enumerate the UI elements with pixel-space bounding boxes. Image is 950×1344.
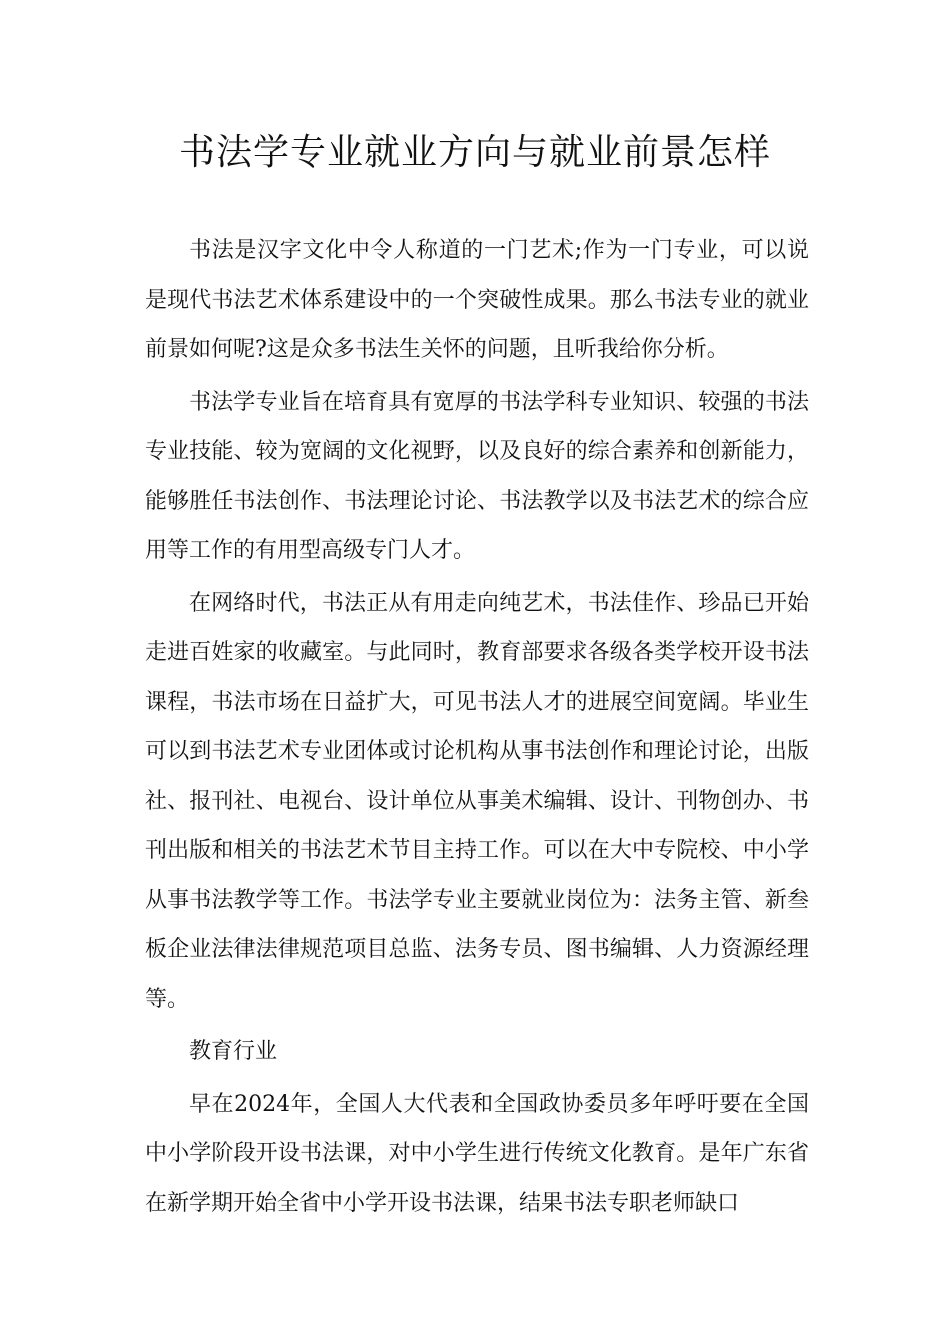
- document-body: [145, 226, 809, 1231]
- paragraph-career-prospects: 在网络时代，书法正从有用走向纯艺术，书法佳作、珍品已开始走进百姓家的收藏室。与此同时，教育部要求各级各类学校开设书法课程，书法市场在日益扩大，可见书法人才的进展空间宽阔。毕业生可以到书法艺术专业团体或讨论机构从事书法创作和理论讨论，出版社、报刊社、电视台、设计单位从事美术编辑、设计、刊物创办、书刊出版和相关的书法艺术节目主持工作。可以在大中专院校、中小学从事书法教学等工作。书法学专业主要就业岗位为：法务主管、新叁板企业法律法律规范项目总监、法务专员、图书编辑、人力资源经理等。: [145, 590, 809, 1012]
- document-title: 书法学专业就业方向与就业前景怎样: [178, 132, 771, 173]
- section-heading-education: 教育行业: [189, 1039, 278, 1064]
- paragraph-intro: 书法是汉字文化中令人称道的一门艺术;作为一门专业，可以说是现代书法艺术体系建设中的一个突破性成果。那么书法专业的就业前景如何呢?这是众多书法生关怀的问题，且听我给你分析。: [145, 238, 809, 362]
- paragraph-training-goal: 书法学专业旨在培育具有宽厚的书法学科专业知识、较强的书法专业技能、较为宽阔的文化视野，以及良好的综合素养和创新能力，能够胜任书法创作、书法理论讨论、书法教学以及书法艺术的综合应用等工作的有用型高级专门人才。: [145, 389, 809, 563]
- paragraph-education-industry: 早在2024年，全国人大代表和全国政协委员多年呼吁要在全国中小学阶段开设书法课，对中小学生进行传统文化教育。是年广东省在新学期开始全省中小学开设书法课，结果书法专职老师缺口: [145, 1091, 809, 1216]
